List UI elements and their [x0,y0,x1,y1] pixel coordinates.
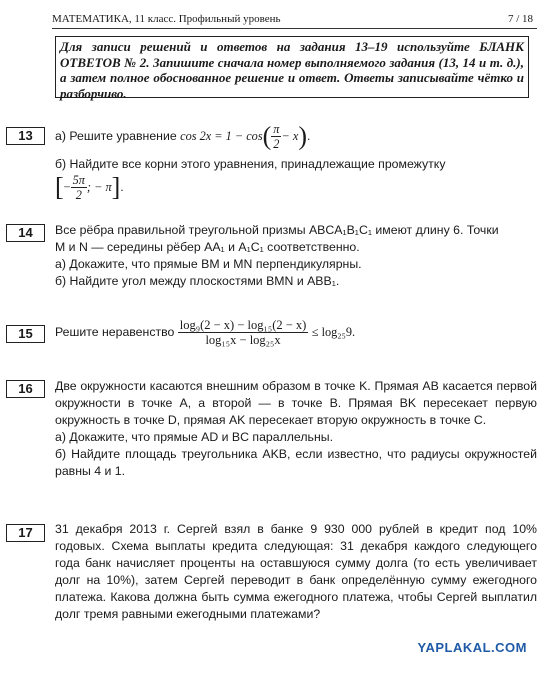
task-15-numerator: log₉(2 − x) − log₁₅(2 − x) [179,318,307,332]
page-header [52,12,537,29]
task-16-text-2: а) Докажите, что прямые AD и BC параллельны. [55,430,333,444]
task-14 [55,222,537,290]
minus-x: − x [281,129,299,143]
task-number-13: 13 [6,127,45,145]
task-15-fraction [178,318,309,347]
header-subject: МАТЕМАТИКА, 11 класс. Профильный уровень [52,13,281,25]
task-17-text: 31 декабря 2013 г. Сергей взял в банке 9 930 000 рублей в кредит под 10% годовых. Схема выплаты кредита следующая: 31 декабря каждого следующего года банк начисляет проценты на оставшуюся сумму долга (то есть увеличивает долг на 10%), затем Сергей переводит в банк определённую сумму ежегодного платежа. Какова должна быть сумма ежегодного платежа, чтобы Сергей выплатил долг тремя равными ежегодными платежами? [55,522,537,621]
task-13-equation-left: cos 2x = 1 − cos [180,129,263,143]
task-13-a-prefix: а) Решите уравнение [55,129,177,143]
watermark-logo: YAPLAKAL.COM [417,640,527,655]
task-number-17: 17 [6,524,45,542]
task-number-14: 14 [6,224,45,242]
task-14-line-1: Все рёбра правильной треугольной призмы ABCA₁B₁C₁ имеют длину 6. Точки [55,223,499,237]
task-16-text-3: б) Найдите площадь треугольника AKB, если известно, что радиусы окружностей равны 4 и 1. [55,447,537,478]
page-number: 7 / 18 [507,13,533,25]
task-14-line-3: а) Докажите, что прямые BM и MN перпендикулярны. [55,257,362,271]
task-15 [55,318,537,347]
paren-close: ) [298,121,307,151]
task-number-15: 15 [6,325,45,343]
task-14-line-4: б) Найдите угол между плоскостями BMN и ABB₁. [55,274,340,288]
task-number-16: 16 [6,380,45,398]
paren-open: ( [262,121,272,151]
task-17 [55,521,537,623]
task-13: а) Решите уравнение cos 2x = 1 − cos( $\frac{\pi}{2}$ − x). б) Найдите все корни этого уравнения, принадлежащие промежутку [− $\frac{5\pi}{2}$ ; − π]. [55,122,537,203]
task-15-prefix: Решите неравенство [55,325,175,339]
task-14-line-2: M и N — середины рёбер AA₁ и A₁C₁ соответственно. [55,240,360,254]
pi-half-fraction: $\frac{\pi}{2}$ [273,122,280,151]
task-16-text-1: Две окружности касаются внешним образом в точке K. Прямая AB касается первой окружности в точке A, а второй — в точке B. Прямая BK пересекает первую окружность в точке D, прямая AK пересекает вторую окружность в точке C. [55,379,537,427]
task-13-interval: [− $\frac{5\pi}{2}$ ; − π]. [55,172,124,202]
task-15-denominator: log₁₅x − log₂₅x [205,333,281,347]
task-16 [55,378,537,480]
task-15-rhs: ≤ log₂₅9. [311,325,356,339]
task-13-b-text: б) Найдите все корни этого уравнения, принадлежащие промежутку [55,157,446,171]
instruction-box: Для записи решений и ответов на задания 13–19 используйте БЛАНК ОТВЕТОВ № 2. Запишите сначала номер выполняемого задания (13, 14 и т. д.), а затем полное обоснованное решение и ответ. Ответы записывайте чётко и разборчиво. [55,36,529,98]
